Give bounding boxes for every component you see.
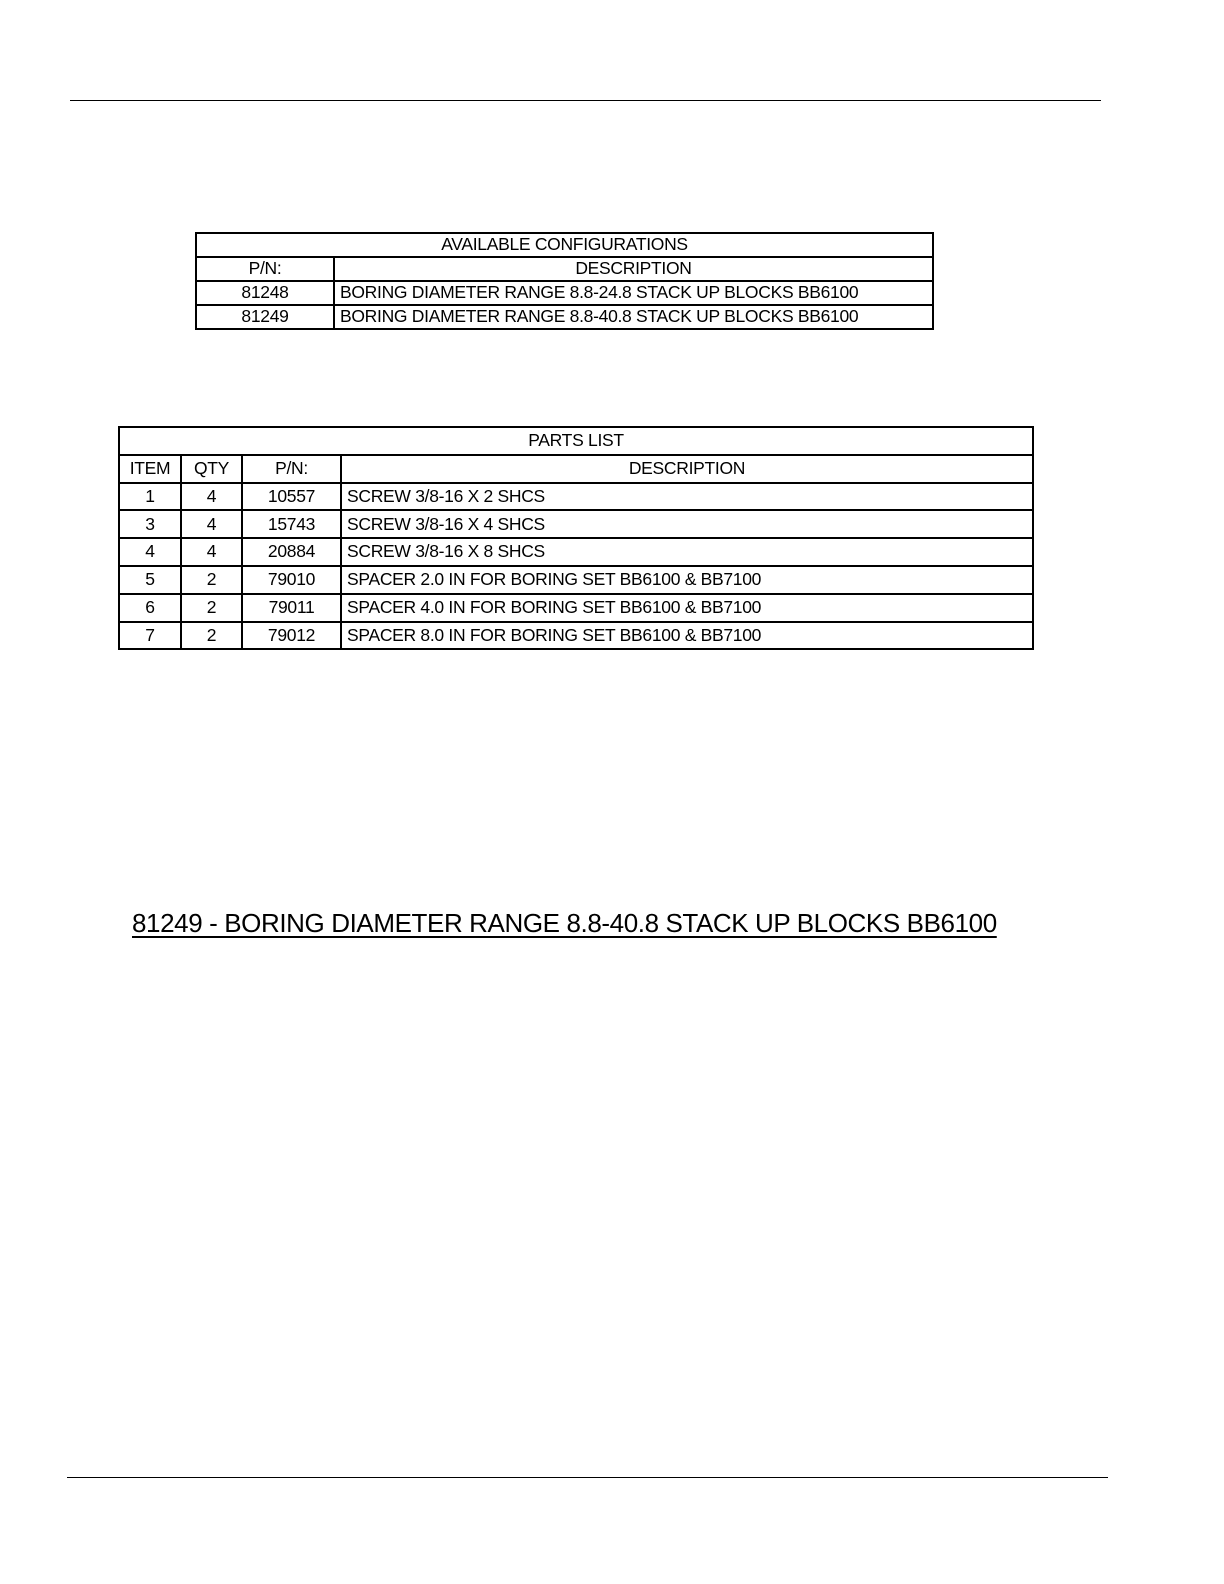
configurations-table	[195, 232, 934, 330]
parts-list-header-row	[119, 455, 1033, 483]
parts-header-qty: QTY	[181, 455, 242, 483]
configurations-header-row	[196, 257, 933, 281]
part-qty: 4	[181, 483, 242, 511]
part-pn: 79012	[242, 622, 341, 650]
configurations-header-pn: P/N:	[196, 257, 334, 281]
configuration-description: BORING DIAMETER RANGE 8.8-24.8 STACK UP BLOCKS BB6100	[334, 281, 933, 305]
part-pn: 79011	[242, 594, 341, 622]
part-description: SCREW 3/8-16 X 4 SHCS	[341, 510, 1033, 538]
parts-header-item: ITEM	[119, 455, 181, 483]
table-row	[119, 510, 1033, 538]
configuration-description: BORING DIAMETER RANGE 8.8-40.8 STACK UP BLOCKS BB6100	[334, 305, 933, 329]
part-description: SPACER 2.0 IN FOR BORING SET BB6100 & BB7100	[341, 566, 1033, 594]
part-item: 4	[119, 538, 181, 566]
table-row	[119, 594, 1033, 622]
parts-header-pn: P/N:	[242, 455, 341, 483]
part-qty: 2	[181, 594, 242, 622]
table-row	[119, 483, 1033, 511]
configurations-header-description: DESCRIPTION	[334, 257, 933, 281]
part-qty: 4	[181, 510, 242, 538]
part-item: 6	[119, 594, 181, 622]
table-row	[119, 566, 1033, 594]
part-description: SPACER 4.0 IN FOR BORING SET BB6100 & BB7100	[341, 594, 1033, 622]
part-description: SCREW 3/8-16 X 2 SHCS	[341, 483, 1033, 511]
bottom-rule	[67, 1477, 1108, 1478]
page-heading: 81249 - BORING DIAMETER RANGE 8.8-40.8 STACK UP BLOCKS BB6100	[132, 908, 997, 938]
part-qty: 2	[181, 566, 242, 594]
configurations-title-row	[196, 233, 933, 257]
configuration-pn: 81248	[196, 281, 334, 305]
parts-list-title-row	[119, 427, 1033, 455]
table-row	[119, 538, 1033, 566]
part-qty: 2	[181, 622, 242, 650]
part-description: SCREW 3/8-16 X 8 SHCS	[341, 538, 1033, 566]
part-item: 5	[119, 566, 181, 594]
table-row	[119, 622, 1033, 650]
part-pn: 79010	[242, 566, 341, 594]
part-pn: 10557	[242, 483, 341, 511]
parts-header-description: DESCRIPTION	[341, 455, 1033, 483]
part-item: 7	[119, 622, 181, 650]
parts-list-table	[118, 426, 1034, 650]
part-item: 3	[119, 510, 181, 538]
parts-list-title: PARTS LIST	[119, 427, 1033, 455]
part-pn: 20884	[242, 538, 341, 566]
table-row	[196, 281, 933, 305]
part-pn: 15743	[242, 510, 341, 538]
part-item: 1	[119, 483, 181, 511]
part-description: SPACER 8.0 IN FOR BORING SET BB6100 & BB7100	[341, 622, 1033, 650]
part-qty: 4	[181, 538, 242, 566]
top-rule	[70, 100, 1101, 101]
configuration-pn: 81249	[196, 305, 334, 329]
table-row	[196, 305, 933, 329]
configurations-title: AVAILABLE CONFIGURATIONS	[196, 233, 933, 257]
